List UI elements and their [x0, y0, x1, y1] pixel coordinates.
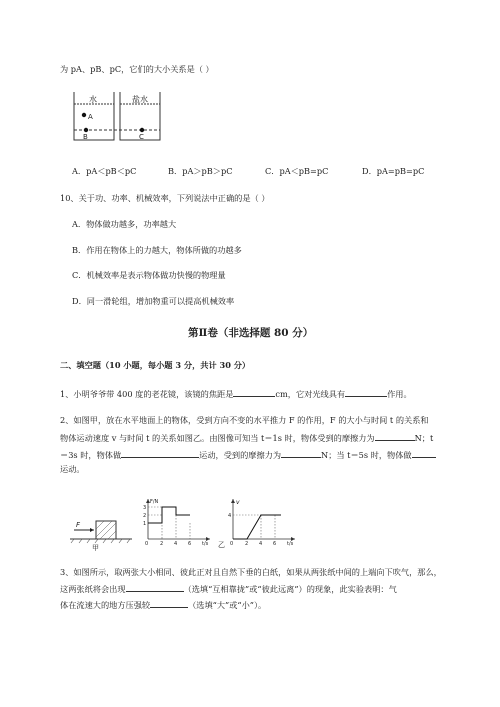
- q9-container-figure: [72, 90, 162, 148]
- q10-option-c: C．机械效率是表示物体做功快慢的物理量: [72, 270, 226, 280]
- v-t-series: [233, 515, 281, 539]
- v-t-x-axis-label: t/s: [287, 541, 294, 547]
- q1-part-a: 1、小明爷爷带 400 度的老花镜，该镜的焦距是: [60, 389, 234, 399]
- f-t-x-tick-6: 6: [188, 541, 192, 547]
- q2-blank-motion-5s[interactable]: [412, 449, 436, 458]
- section-heading: 二、填空题（10 小题，每小题 3 分，共计 30 分）: [60, 360, 251, 370]
- q2-chart-v-t: [225, 497, 297, 547]
- v-t-y-tick-4: 4: [228, 513, 232, 519]
- q9-option-d: D．pA=pB=pC: [362, 166, 425, 176]
- force-label: F: [76, 521, 81, 529]
- q9-option-c: C．pA＜pB=pC: [265, 166, 329, 176]
- f-t-y-axis-label: F/N: [150, 499, 159, 505]
- v-t-x-tick-2: 2: [245, 541, 249, 547]
- q9-option-b: B．pA＞pB＞pC: [168, 166, 233, 176]
- q3-line-3-b: （选填“大”或“小”）。: [188, 600, 267, 610]
- q10-option-a: A．物体做功越多，功率越大: [72, 219, 177, 229]
- q2-line-2-text: 物体运动速度 v 与时间 t 的关系如图乙。由图像可知当 t＝1s 时，物体受到的摩擦力为: [60, 433, 375, 443]
- q2-figure-jia: [70, 503, 134, 551]
- point-a-dot: [82, 113, 86, 117]
- f-t-y-tick-3: 3: [143, 505, 147, 511]
- q3-line-2-a: 这两张纸将会出现: [60, 584, 126, 594]
- water-label: 水: [89, 95, 97, 104]
- q1-part-b: cm，它对光线具有: [275, 389, 346, 399]
- q2-line-3-b: 运动，受到的摩擦力为: [199, 450, 282, 460]
- q3-line-2-b: （选填“互相靠拢”或“彼此远离”）的现象，此实验表明：气: [183, 584, 397, 594]
- q2-line-3: [60, 449, 436, 461]
- f-t-x-tick-4: 4: [174, 541, 178, 547]
- q3-blank-pressure[interactable]: [150, 599, 188, 608]
- q2-line-4: 运动。: [60, 464, 85, 474]
- f-t-x-axis-label: t/s: [202, 541, 209, 547]
- v-t-x-tick-0: 0: [230, 541, 234, 547]
- v-t-x-tick-4: 4: [259, 541, 263, 547]
- q3-blank-phenomenon[interactable]: [126, 583, 184, 592]
- q9-option-a: A．pA＜pB＜pC: [72, 166, 137, 176]
- question-1: [60, 388, 412, 400]
- part2-title: 第Ⅱ卷（非选择题 80 分）: [188, 327, 314, 339]
- q10-option-b: B．作用在物体上的力越大，物体所做的功越多: [72, 245, 242, 255]
- block: [96, 521, 116, 539]
- q2-line-3-a: ＝3s 时，物体做: [60, 450, 122, 460]
- point-a-label: A: [88, 113, 93, 121]
- f-t-x-tick-0: 0: [145, 541, 149, 547]
- point-c-dot: [140, 128, 144, 132]
- caption-jia: 甲: [92, 544, 99, 551]
- f-t-y-tick-1: 1: [143, 521, 147, 527]
- f-t-x-tick-2: 2: [160, 541, 164, 547]
- q9-lead: 为 pA、pB、pC，它们的大小关系是（ ）: [60, 64, 214, 74]
- q2-line-1: 2、如图甲，放在水平地面上的物体，受到方向不变的水平推力 F 的作用，F 的大小与时间 t 的关系和: [60, 415, 429, 425]
- q1-blank-effect[interactable]: [345, 388, 387, 397]
- q2-blank-motion-3s[interactable]: [121, 449, 199, 458]
- point-c-label: C: [139, 133, 144, 141]
- point-b-dot: [84, 128, 88, 132]
- v-t-y-axis-label: v: [236, 499, 240, 506]
- q2-blank-friction-3s[interactable]: [281, 449, 321, 458]
- q2-line-3-c: N；当 t＝5s 时，物体做: [321, 450, 412, 460]
- q3-line-3: [60, 599, 266, 611]
- q2-chart-f-t: [140, 497, 212, 547]
- q2-blank-friction-1s[interactable]: [375, 432, 415, 441]
- q10-stem: 10、关于功、功率、机械效率，下列说法中正确的是（ ）: [60, 193, 270, 203]
- q3-line-1: 3、如图所示，取两张大小相同、彼此正对且自然下垂的白纸，如果从两张纸中间的上端向下吹气，那么，: [60, 567, 442, 577]
- q2-line-2-tail: N；t: [414, 433, 434, 443]
- v-t-x-tick-6: 6: [273, 541, 277, 547]
- f-t-y-tick-2: 2: [143, 513, 147, 519]
- point-b-label: B: [83, 133, 88, 141]
- caption-yi: 乙: [218, 541, 225, 549]
- q2-line-2: [60, 432, 433, 444]
- q10-option-d: D．同一滑轮组，增加物重可以提高机械效率: [72, 296, 235, 306]
- q1-part-c: 作用。: [387, 389, 412, 399]
- saltwater-label: 盐水: [132, 95, 148, 104]
- q3-line-3-a: 体在流速大的地方压强较: [60, 600, 151, 610]
- q3-line-2: [60, 583, 397, 595]
- q1-blank-focal[interactable]: [233, 388, 275, 397]
